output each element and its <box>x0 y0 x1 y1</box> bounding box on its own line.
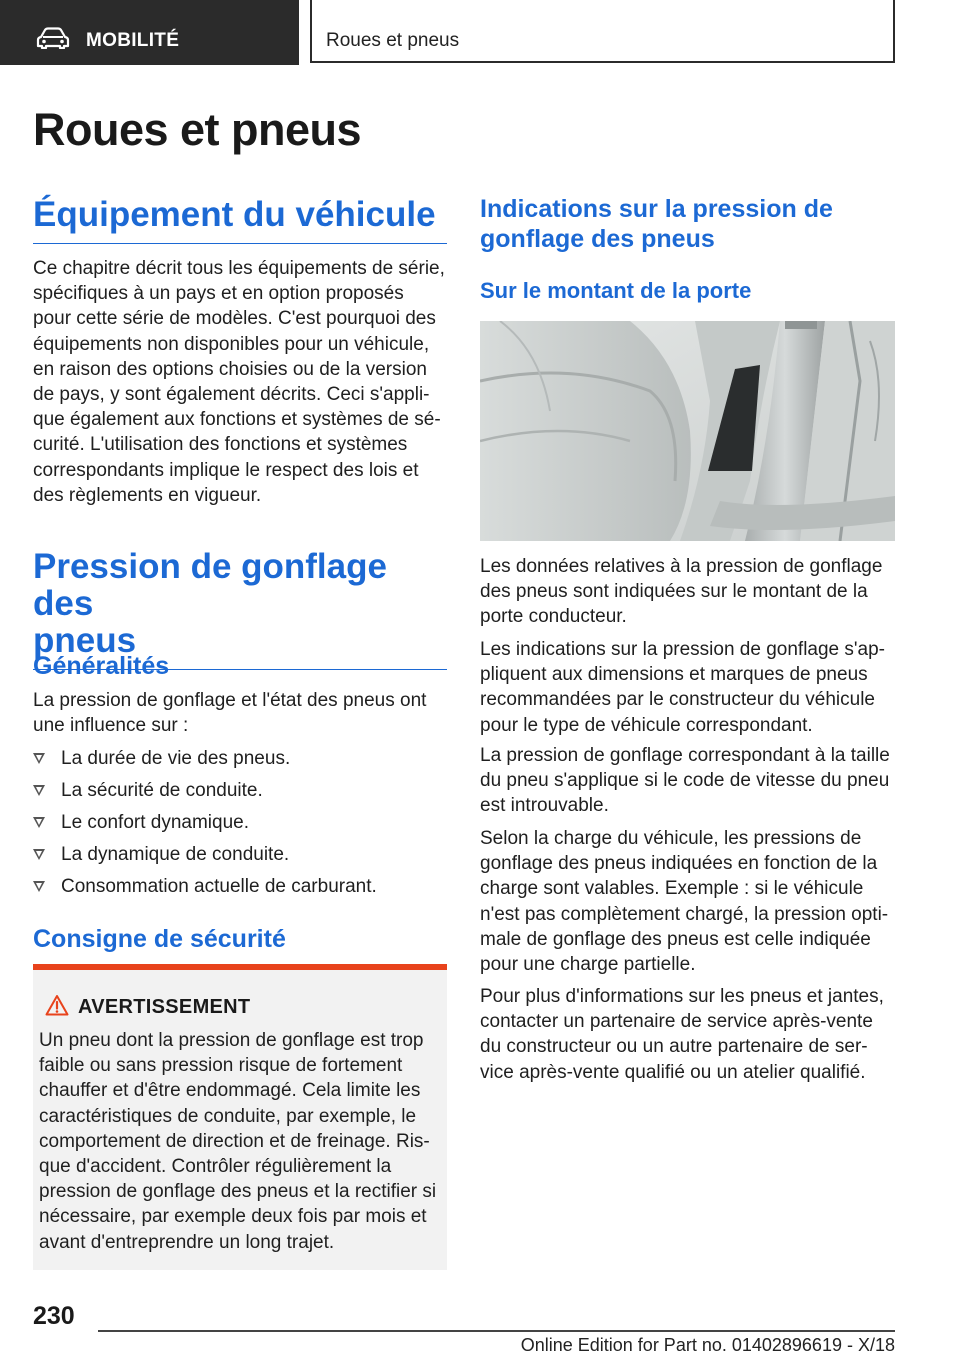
safety-heading: Consigne de sécurité <box>33 925 286 953</box>
text-line: que d'accident. Contrôler régulièrement la <box>39 1156 392 1178</box>
triangle-bullet-icon <box>33 785 45 796</box>
text-line: porte conducteur. <box>480 606 627 628</box>
text-line: Selon la charge du véhicule, les pressions de <box>480 828 862 849</box>
page-title: Roues et pneus <box>33 104 362 155</box>
text-line: faible ou sans pression risque de fortement <box>39 1055 403 1077</box>
equipment-heading: Équipement du véhicule <box>33 196 447 244</box>
text-line: pour cette série de modèles. C'est pourquoi des <box>33 308 436 330</box>
indications-heading <box>480 194 895 254</box>
triangle-bullet-icon <box>33 753 45 764</box>
text-line: des pneus sont indiquées sur le montant de la <box>480 581 868 603</box>
text-line: contacter un partenaire de service après-vente <box>480 1011 873 1033</box>
list-item-text: La durée de vie des pneus. <box>61 748 291 769</box>
warning-text <box>39 1028 443 1255</box>
list-item <box>33 746 447 778</box>
text-line: gonflage des pneus indiquées en fonction de la <box>480 853 878 875</box>
text-line: male de gonflage des pneus est celle indiquée <box>480 928 871 950</box>
text-line: curité. L'utilisation des fonctions et systèmes <box>33 434 408 456</box>
text-line: recommandées par le constructeur du véhicule <box>480 689 875 711</box>
car-icon <box>36 27 70 49</box>
page-number: 230 <box>33 1302 75 1330</box>
text-line: des règlements en vigueur. <box>33 484 262 506</box>
text-line: que également aux fonctions et systèmes de sé‐ <box>33 409 441 431</box>
right-paragraph-5 <box>480 984 895 1085</box>
text-line: n'est pas complètement chargé, la pression opti‐ <box>480 903 889 925</box>
influence-list <box>33 746 447 906</box>
text-line: avant d'entreprendre un long trajet. <box>39 1231 335 1253</box>
text-line: caractéristiques de conduite, par exemple, le <box>39 1105 417 1127</box>
right-paragraph-1 <box>480 554 895 630</box>
heading-line: Pression de gonflage des <box>33 547 387 623</box>
heading-line: Indications sur la pression de <box>480 195 833 223</box>
text-line: Ce chapitre décrit tous les équipements de série, <box>33 258 445 279</box>
triangle-bullet-icon <box>33 881 45 892</box>
text-line: Pour plus d'informations sur les pneus et jantes, <box>480 986 884 1007</box>
section-label: MOBILITÉ <box>86 30 180 51</box>
text-line: est introuvable. <box>480 795 609 817</box>
chapter-label: Roues et pneus <box>326 30 460 51</box>
warning-box <box>33 964 447 1270</box>
text-line: Les indications sur la pression de gonflage s'ap‐ <box>480 639 885 660</box>
list-item <box>33 810 447 842</box>
text-line: pression de gonflage des pneus et la rectifier si <box>39 1181 437 1203</box>
text-line: équipements non disponibles pour un véhicule, <box>33 333 430 355</box>
triangle-bullet-icon <box>33 817 45 828</box>
text-line: chauffer et d'être endommagé. Cela limite les <box>39 1080 421 1102</box>
door-pillar-heading: Sur le montant de la porte <box>480 278 752 303</box>
text-line: La pression de gonflage correspondant à la taille <box>480 745 890 766</box>
heading-line: pneus <box>33 621 137 660</box>
right-paragraph-2 <box>480 637 895 738</box>
warning-triangle-icon <box>45 994 69 1016</box>
text-line: de pays, y sont également décrits. Ceci s'appli‐ <box>33 384 430 406</box>
list-item <box>33 842 447 874</box>
text-line: du constructeur ou un autre partenaire de ser‐ <box>480 1036 868 1058</box>
text-line: spécifiques à un pays et en option proposés <box>33 283 404 305</box>
list-item-text: La sécurité de conduite. <box>61 780 263 801</box>
general-text <box>33 688 448 738</box>
list-item <box>33 874 447 906</box>
text-line: pour le type de véhicule correspondant. <box>480 714 813 736</box>
text-line: comportement de direction et de freinage. Ris‐ <box>39 1130 430 1152</box>
text-line: vice après-vente qualifié ou un atelier qualifié. <box>480 1061 866 1083</box>
edition-text: Online Edition for Part no. 01402896619 - X/18 <box>520 1335 895 1355</box>
list-item <box>33 778 447 810</box>
warning-title: AVERTISSEMENT <box>78 996 251 1018</box>
text-line: du pneu s'applique si le code de vitesse du pneu <box>480 770 890 792</box>
text-line: une influence sur : <box>33 715 189 737</box>
text-line: nécessaire, par exemple deux fois par mois et <box>39 1206 427 1228</box>
text-line: pour une charge partielle. <box>480 954 696 976</box>
text-line: Un pneu dont la pression de gonflage est trop <box>39 1030 424 1051</box>
triangle-bullet-icon <box>33 849 45 860</box>
list-item-text: La dynamique de conduite. <box>61 844 290 865</box>
equipment-text <box>33 256 448 508</box>
heading-line: gonflage des pneus <box>480 225 715 253</box>
chapter-tab <box>310 0 895 63</box>
text-line: pliquent aux dimensions et marques de pneus <box>480 664 868 686</box>
section-tab <box>0 0 299 65</box>
door-pillar-photo <box>480 321 895 541</box>
text-line: Les données relatives à la pression de gonflage <box>480 556 883 577</box>
text-line: charge sont valables. Exemple : si le véhicule <box>480 878 864 900</box>
footer-rule <box>98 1330 895 1332</box>
right-paragraph-4 <box>480 826 895 977</box>
general-heading: Généralités <box>33 652 170 680</box>
right-paragraph-3 <box>480 743 895 819</box>
list-item-text: Consommation actuelle de carburant. <box>61 876 377 897</box>
text-line: en raison des options choisies ou de la version <box>33 358 427 380</box>
list-item-text: Le confort dynamique. <box>61 812 250 833</box>
text-line: correspondants implique le respect des lois et <box>33 459 419 481</box>
text-line: La pression de gonflage et l'état des pneus ont <box>33 690 427 711</box>
